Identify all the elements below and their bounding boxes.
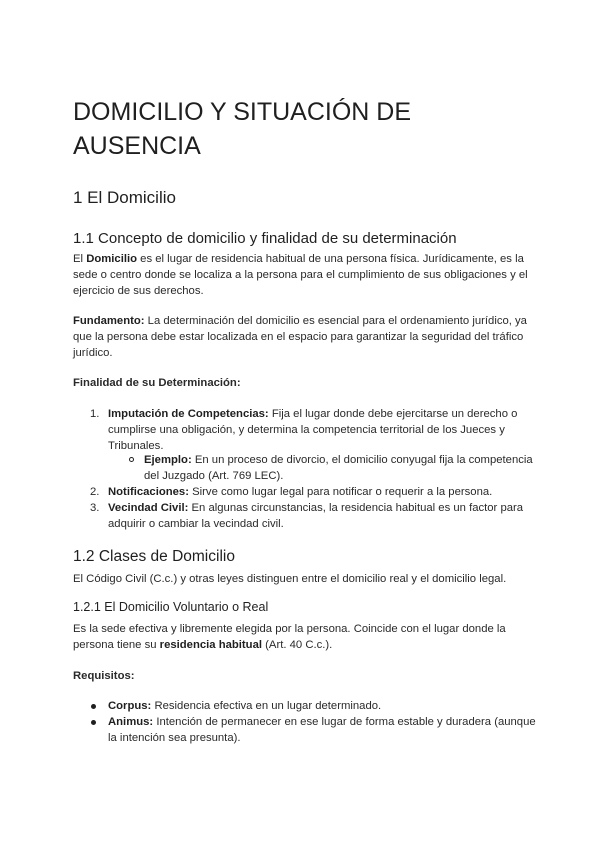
- document-title: DOMICILIO Y SITUACIÓN DE AUSENCIA: [73, 98, 412, 160]
- bullet-icon: [91, 704, 96, 709]
- list-number: 3.: [90, 502, 100, 514]
- list-item: 1. Imputación de Competencias: Fija el lugar donde debe ejercitarse un derecho o cumplirse una obligación, y determina la competencia territorial de los Jueces y Tribunales.: [90, 408, 518, 452]
- paragraph-domicilio-real: Es la sede efectiva y libremente elegida por la persona. Coincide con el lugar donde la persona tiene su residencia habitual (Art. 40 C.c.).: [73, 623, 506, 651]
- list-number: 2.: [90, 486, 100, 498]
- paragraph-domicilio-definition: El Domicilio es el lugar de residencia habitual de una persona física. Jurídicamente, es la sede o centro donde se localiza a la persona para el cumplimiento de sus obligaciones y el ejercicio de sus derechos.: [73, 253, 528, 297]
- section-heading-1: 1 El Domicilio: [73, 188, 176, 207]
- bullet-item: Corpus: Residencia efectiva en un lugar determinado.: [108, 698, 540, 714]
- requisitos-heading: Requisitos:: [73, 670, 135, 682]
- section-heading-1-1: 1.1 Concepto de domicilio y finalidad de su determinación: [73, 230, 457, 247]
- list-subitem: Ejemplo: En un proceso de divorcio, el domicilio conyugal fija la competencia del Juzgado (Art. 769 LEC).: [144, 452, 540, 484]
- bullet-icon: [91, 720, 96, 725]
- paragraph-fundamento: Fundamento: La determinación del domicilio es esencial para el ordenamiento jurídico, ya que la persona debe estar localizada en el espacio para garantizar la seguridad del tráfico jurídico.: [73, 315, 527, 359]
- hollow-bullet-icon: [129, 457, 134, 462]
- list-number: 1.: [90, 408, 100, 420]
- section-heading-1-2-1: 1.2.1 El Domicilio Voluntario o Real: [73, 600, 269, 614]
- list-item: 3. Vecindad Civil: En algunas circunstancias, la residencia habitual es un factor para adquirir o cambiar la vecindad civil.: [90, 502, 524, 530]
- section-heading-1-2: 1.2 Clases de Domicilio: [73, 548, 235, 565]
- bullet-item: Animus: Intención de permanecer en ese lugar de forma estable y duradera (aunque la intención sea presunta).: [108, 714, 540, 746]
- list-item: 2. Notificaciones: Sirve como lugar legal para notificar o requerir a la persona.: [90, 486, 493, 498]
- paragraph-clases: El Código Civil (C.c.) y otras leyes distinguen entre el domicilio real y el domicilio legal.: [73, 573, 507, 585]
- finalidad-heading: Finalidad de su Determinación:: [73, 377, 241, 389]
